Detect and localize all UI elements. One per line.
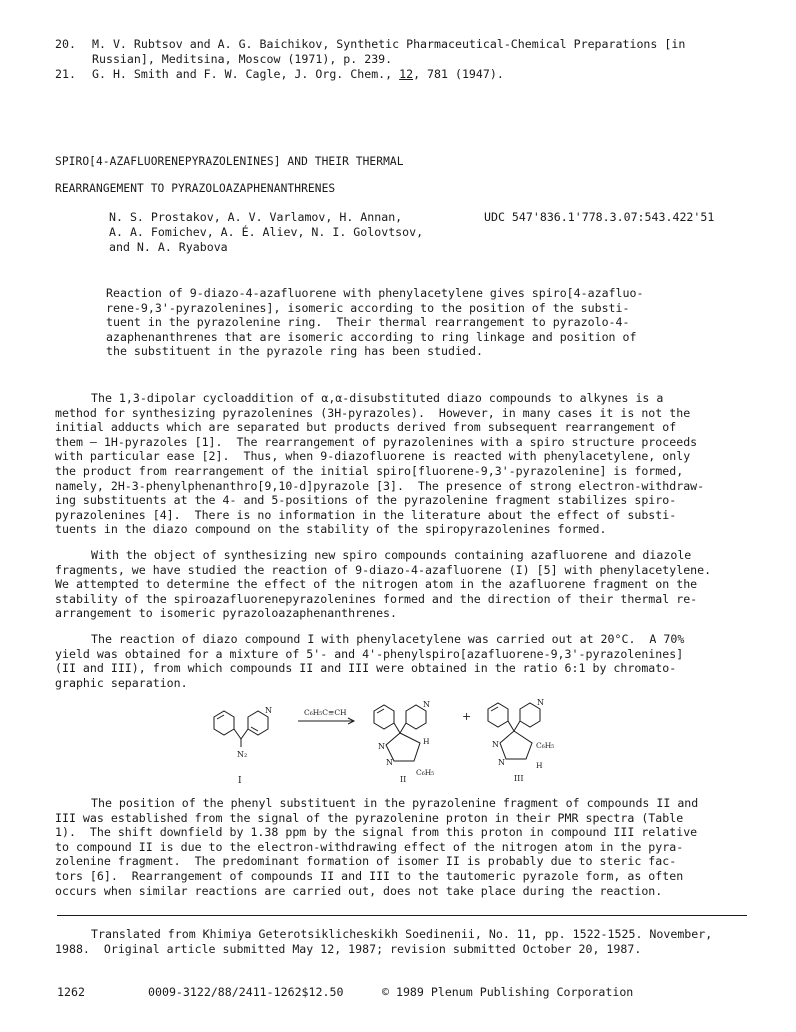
body-paragraph-1: The 1,3-dipolar cycloaddition of α,α-disubstituted diazo compounds to alkynes is a method for synthesizing pyrazolenines (3H-pyrazoles). However, in many cases it is not the initial adducts which are separated but products derived from subsequent rearrangement of them — 1H-pyrazoles [1]. The rearrangement of pyrazolenines with a spiro structure proceeds with particular ease [2]. Thus, when 9-diazofluorene is reacted with phenylacetylene, only the product from rearrangement of the initial spiro[fluorene-9,3'-pyrazolenine] is formed, namely, 2H-3-phenylphenanthro[9,10-d]pyrazole [3]. The presence of strong electron-withdraw- ing substituents at the 4- and 5-positions of the pyrazolenine fragment stabilizes spiro- pyrazolenines [4]. There is no information in the literature about the effect of substi- tuents in the diazo compound on the stability of the spiropyrazolenines formed. (55, 391, 705, 537)
pyrazolenine-n2-label: N (386, 758, 393, 767)
page-number: 1262 (57, 985, 85, 999)
journal-volume: 12 (399, 67, 414, 81)
reagent-label: C₆H₅C≡CH (304, 708, 347, 717)
copyright: © 1989 Plenum Publishing Corporation (382, 985, 634, 999)
reference-text: M. V. Rubtsov and A. G. Baichikov, Synthetic Pharmaceutical-Chemical Preparations [in (92, 37, 686, 51)
pyrazolenine-n2-label: N (498, 758, 505, 767)
translation-footnote: Translated from Khimiya Geterotsiklicheskikh Soedinenii, No. 11, pp. 1522-1525. November, 1988. Original article submitted May 12, 1987; revision submitted October 20, 1987. (55, 927, 713, 956)
compound-III-structure (488, 703, 540, 759)
compound-II-structure (374, 705, 426, 761)
authors-line-2: A. A. Fomichev, A. É. Aliev, N. I. Golovtsov, (109, 225, 424, 239)
body-paragraph-2: With the object of synthesizing new spiro compounds containing azafluorene and diazole fragments, we have studied the reaction of 9-diazo-4-azafluorene (I) [5] with phenylacetylene. We attempted to determine the effect of the nitrogen atom in the azafluorene fragment on the stability of the spiroazafluorenepyrazolenines formed and the direction of their thermal re- arrangement to isomeric pyrazoloazaphenanthrenes. (55, 548, 712, 621)
reaction-scheme (200, 695, 580, 790)
article-code: 0009-3122/88/2411-1262$12.50 (148, 985, 344, 999)
footnote-divider (57, 915, 747, 916)
abstract: Reaction of 9-diazo-4-azafluorene with phenylacetylene gives spiro[4-azafluo- rene-9,3'-pyrazolenines], isomeric according to the position of the substi- tuent in the pyrazolenine ring. Their thermal rearrangement to pyrazolo-4- azaphenanthrenes that are isomeric according to ring linkage and position of the substituent in the pyrazole ring has been studied. (106, 286, 644, 359)
compound-II-label: II (400, 775, 407, 784)
ring-nitrogen-label: N (423, 700, 430, 709)
pyrazolenine-n1-label: N (378, 742, 385, 751)
hydrogen-label: H (423, 737, 430, 746)
compound-I-label: I (238, 776, 242, 786)
reference-number: 21. (55, 67, 76, 81)
compound-III-label: III (514, 774, 524, 783)
diazo-label: N₂ (237, 750, 248, 759)
reference-number: 20. (55, 37, 76, 51)
article-title-line-1: SPIRO[4-AZAFLUORENEPYRAZOLENINES] AND THEIR THERMAL (55, 155, 404, 168)
authors-line-3: and N. A. Ryabova (109, 240, 228, 254)
udc-code: UDC 547'836.1'778.3.07:543.422'51 (484, 210, 715, 224)
body-paragraph-4: The position of the phenyl substituent in the pyrazolenine fragment of compounds II and III was established from the signal of the pyrazolenine proton in their PMR spectra (Table 1). The shift downfield by 1.38 ppm by the signal from this proton in compound III relative to compound II is due to the electron-withdrawing effect of the nitrogen atom in the pyra- zolenine fragment. The predominant formation of isomer II is probably due to steric fac- tors [6]. Rearrangement of compounds II and III to the tautomeric pyrazole form, as often occurs when similar reactions are carried out, does not take place during the reaction. (55, 796, 699, 898)
ring-nitrogen-label: N (265, 706, 272, 715)
hydrogen-label: H (536, 761, 543, 770)
body-paragraph-3: The reaction of diazo compound I with phenylacetylene was carried out at 20°C. A 70% yield was obtained for a mixture of 5'- and 4'-phenylspiro[azafluorene-9,3'-pyrazolenines] (II and III), from which compounds II and III were obtained in the ratio 6:1 by chromato- graphic separation. (55, 632, 685, 690)
reference-text: G. H. Smith and F. W. Cagle, J. Org. Chem., 12, 781 (1947). (92, 67, 504, 81)
phenyl-label: C₆H₅ (536, 741, 555, 750)
plus-sign: + (462, 710, 472, 723)
compound-I-structure (214, 711, 268, 747)
reference-text: Russian], Meditsina, Moscow (1971), p. 239. (92, 52, 393, 66)
phenyl-label: C₆H₅ (416, 768, 435, 777)
authors-line-1: N. S. Prostakov, A. V. Varlamov, H. Annan, (109, 210, 403, 224)
article-title-line-2: REARRANGEMENT TO PYRAZOLOAZAPHENANTHRENES (55, 182, 336, 195)
ring-nitrogen-label: N (537, 698, 544, 707)
pyrazolenine-n1-label: N (492, 740, 499, 749)
